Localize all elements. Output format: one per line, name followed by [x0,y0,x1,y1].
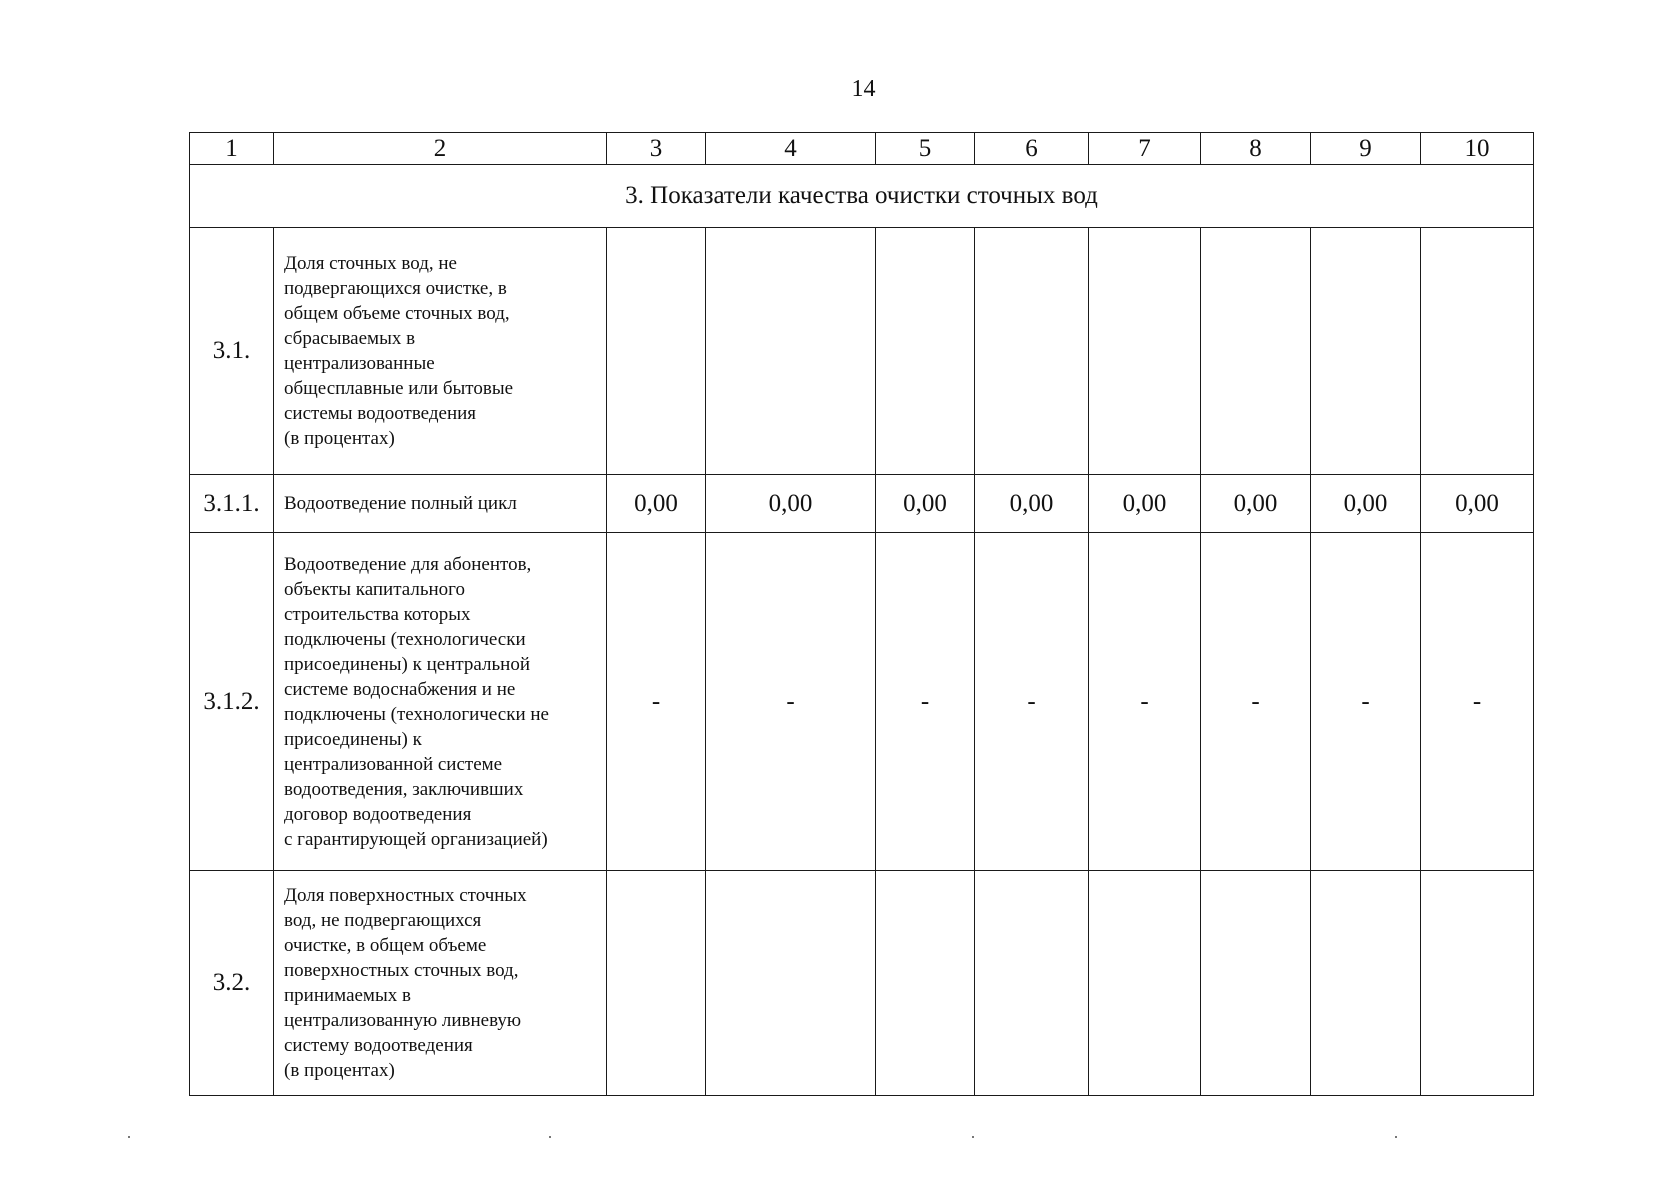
table-row [190,228,1534,475]
value-cell: 0,00 [706,475,876,533]
value-cell: - [975,533,1089,871]
value-cell: - [876,533,975,871]
column-number: 4 [706,133,876,165]
indicator-name-line: системе водоснабжения и не [284,678,516,700]
indicator-name [274,475,607,533]
indicator-name [274,533,607,871]
indicator-name-line: договор водоотведения [284,803,472,825]
indicator-name-line: централизованную ливневую [284,1010,522,1031]
row-number: 3.1.2. [190,533,274,871]
row-number: 3.2. [190,871,274,1096]
page-number: 14 [851,76,876,102]
value-cell [975,228,1089,475]
value-cell: - [1201,533,1311,871]
value-cell [1421,228,1534,475]
indicator-name-line: с гарантирующей организацией) [284,828,548,850]
value-cell [1311,871,1421,1096]
indicator-name-line: очистке, в общем объеме [284,935,487,956]
column-number: 3 [607,133,706,165]
value-cell [607,228,706,475]
indicators-table [189,132,1534,1096]
value-cell [975,871,1089,1096]
value-cell [1421,871,1534,1096]
value-cell: 0,00 [1201,475,1311,533]
value-cell [876,228,975,475]
row-number: 3.1.1. [190,475,274,533]
indicator-name-line: (в процентах) [284,1060,395,1081]
column-number: 7 [1089,133,1201,165]
indicator-name-line: централизованные [284,353,435,374]
column-number: 8 [1201,133,1311,165]
column-number-row [190,133,1534,165]
indicator-name-line: Доля поверхностных сточных [284,885,527,906]
indicator-name-line: присоединены) к [284,728,422,750]
value-cell [1089,871,1201,1096]
indicator-name [274,871,607,1096]
section-header-row [190,165,1534,228]
value-cell: 0,00 [1421,475,1534,533]
value-cell: - [1089,533,1201,871]
indicator-name-line: сбрасываемых в [284,328,416,349]
table-row [190,475,1534,533]
column-number: 9 [1311,133,1421,165]
scan-speck [972,1136,974,1138]
indicator-name-line: поверхностных сточных вод, [284,960,519,981]
indicator-name-line: систему водоотведения [284,1035,473,1056]
indicator-name-line: объекты капитального [284,578,465,600]
value-cell: - [1421,533,1534,871]
table-row [190,533,1534,871]
value-cell [706,871,876,1096]
value-cell [1201,228,1311,475]
value-cell: - [706,533,876,871]
section-title: 3. Показатели качества очистки сточных вод [190,165,1534,228]
indicator-name-line: вод, не подвергающихся [284,910,482,931]
value-cell: 0,00 [876,475,975,533]
column-number: 6 [975,133,1089,165]
column-number: 5 [876,133,975,165]
value-cell [1201,871,1311,1096]
scan-speck [128,1136,130,1138]
indicator-name-line: Водоотведение полный цикл [284,493,517,514]
scan-speck [1395,1136,1397,1138]
indicator-name-line: водоотведения, заключивших [284,778,524,800]
indicator-name-line: централизованной системе [284,753,503,775]
indicator-name-line: строительства которых [284,603,471,625]
indicator-name-line: подключены (технологически [284,628,526,650]
value-cell: 0,00 [1089,475,1201,533]
column-number: 1 [190,133,274,165]
indicator-name-line: общем объеме сточных вод, [284,303,510,324]
value-cell [706,228,876,475]
value-cell: 0,00 [607,475,706,533]
value-cell [1089,228,1201,475]
indicator-name [274,228,607,475]
value-cell: - [607,533,706,871]
indicator-name-line: Водоотведение для абонентов, [284,553,532,575]
indicator-name-line: подвергающихся очистке, в [284,278,507,299]
column-number: 2 [274,133,607,165]
indicator-name-line: (в процентах) [284,428,395,449]
row-number: 3.1. [190,228,274,475]
value-cell [1311,228,1421,475]
value-cell [607,871,706,1096]
value-cell: - [1311,533,1421,871]
value-cell: 0,00 [975,475,1089,533]
indicator-name-line: подключены (технологически не [284,703,549,725]
indicator-name-line: общесплавные или бытовые [284,378,514,399]
column-number: 10 [1421,133,1534,165]
indicator-name-line: присоединены) к центральной [284,653,530,675]
value-cell [876,871,975,1096]
indicator-name-line: Доля сточных вод, не [284,253,457,274]
value-cell: 0,00 [1311,475,1421,533]
scan-speck [549,1136,551,1138]
indicator-name-line: системы водоотведения [284,403,477,424]
table-row [190,871,1534,1096]
indicator-name-line: принимаемых в [284,985,411,1006]
